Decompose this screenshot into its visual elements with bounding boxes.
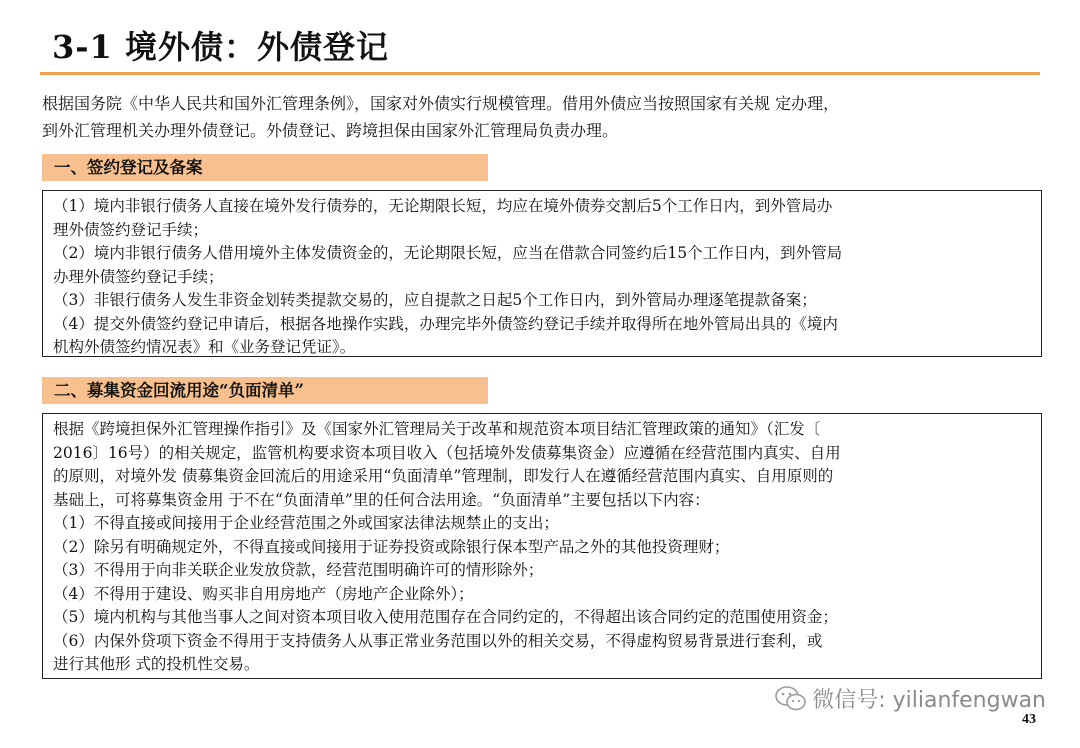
section2-line: 根据《跨境担保外汇管理操作指引》及《国家外汇管理局关于改革和规范资本项目结汇管理政策的通知》（汇发〔 [53, 420, 821, 438]
section1-line: （2）境内非银行债务人借用境外主体发债资金的，无论期限长短，应当在借款合同签约后15个工作日内，到外管局 [53, 244, 843, 262]
section2-box [42, 413, 1042, 679]
section2-line: （2）除另有明确规定外，不得直接或间接用于证券投资或除银行保本型产品之外的其他投资理财； [53, 537, 730, 556]
section2-line: 基础上，可将募集资金用 于不在“负面清单”里的任何合法用途。“负面清单”主要包括以下内容： [53, 490, 710, 509]
section1-line: 理外债签约登记手续； [53, 220, 209, 239]
section2-line: （1）不得直接或间接用于企业经营范围之外或国家法律法规禁止的支出； [53, 514, 559, 532]
section1-line: （1）境内非银行债务人直接在境外发行债券的，无论期限长短，均应在境外债券交割后5个工作日内，到外管局办 [53, 197, 833, 215]
section1-line: 机构外债签约情况表》和《业务登记凭证》。 [53, 338, 356, 356]
section2-line: （3）不得用于向非关联企业发放贷款，经营范围明确许可的情形除外； [53, 561, 544, 579]
section1-box [42, 190, 1042, 357]
section2-heading: 二、募集资金回流用途“负面清单” [42, 377, 488, 404]
wechat-icon [774, 684, 808, 714]
section2-line: （6）内保外贷项下资金不得用于支持债务人从事正常业务范围以外的相关交易，不得虚构贸易背景进行套利，或 [53, 631, 823, 650]
wechat-watermark [774, 683, 1046, 714]
page-title: 3-1 境外债：外债登记 [52, 28, 389, 66]
section2-line: 的原则，对境外发 债募集资金回流后的用途采用“负面清单”管理制，即发行人在遵循经营范围内真实、自用原则的 [53, 467, 834, 485]
title-underline [40, 72, 1040, 75]
section1-heading: 一、签约登记及备案 [42, 154, 488, 181]
section1-line: （3）非银行债务人发生非资金划转类提款交易的，应自提款之日起5个工作日内，到外管局办理逐笔提款备案； [53, 291, 817, 309]
intro-paragraph [42, 90, 1042, 144]
section2-line: 进行其他形 式的投机性交易。 [53, 655, 260, 673]
section1-line: （4）提交外债签约登记申请后，根据各地操作实践，办理完毕外债签约登记手续并取得所在地外管局出具的《境内 [53, 314, 838, 333]
section2-line: 2016〕16号）的相关规定，监管机构要求资本项目收入（包括境外发债募集资金）应遵循在经营范围内真实、自用 [53, 443, 841, 462]
section2-line: （5）境内机构与其他当事人之间对资本项目收入使用范围存在合同约定的，不得超出该合同约定的范围使用资金； [53, 608, 838, 626]
intro-line: 到外汇管理机关办理外债登记。外债登记、跨境担保由国家外汇管理局负责办理。 [42, 121, 619, 140]
section1-line: 办理外债签约登记手续； [53, 267, 224, 286]
intro-line: 根据国务院《中华人民共和国外汇管理条例》，国家对外债实行规模管理。借用外债应当按照国家有关规 定办理， [42, 94, 840, 113]
section2-line: （4）不得用于建设、购买非自用房地产（房地产企业除外）； [53, 584, 474, 603]
page-number: 43 [1022, 712, 1036, 727]
watermark-text: 微信号: yilianfengwan [812, 688, 1046, 713]
